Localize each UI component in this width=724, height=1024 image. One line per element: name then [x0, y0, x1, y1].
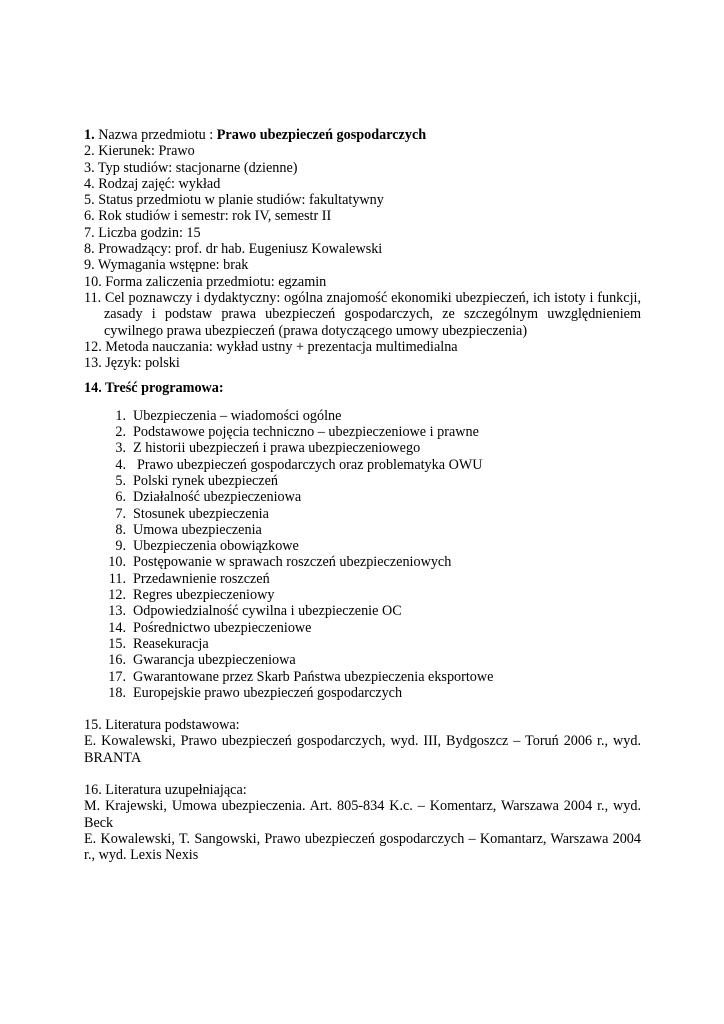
list-item: 15. Reasekuracja [108, 635, 209, 652]
assessment-form: 10. Forma zaliczenia przedmiotu: egzamin [84, 273, 327, 290]
syllabus-heading: 14. Treść programowa: [84, 380, 224, 397]
field-of-study: 2. Kierunek: Prawo [84, 143, 195, 160]
list-item: 2. Podstawowe pojęcia techniczno – ubezpieczeniowe i prawne [115, 424, 479, 441]
list-item: 9. Ubezpieczenia obowiązkowe [115, 538, 299, 555]
literature-entry: E. Kowalewski, Prawo ubezpieczeń gospodarczych, wyd. III, Bydgoszcz – Toruń 2006 r., wyd. BRANTA [84, 733, 641, 766]
course-description [84, 127, 641, 863]
list-item: 17. Gwarantowane przez Skarb Państwa ubezpieczenia eksportowe [108, 668, 494, 685]
list-item: 14. Pośrednictwo ubezpieczeniowe [108, 619, 312, 636]
list-item: 12. Regres ubezpieczeniowy [108, 587, 275, 604]
syllabus-list [84, 408, 641, 701]
list-item: 8. Umowa ubezpieczenia [115, 521, 262, 538]
course-objectives: 11. Cel poznawczy i dydaktyczny: ogólna znajomość ekonomiki ubezpieczeń, ich istoty i funkcji, zasady i podstaw prawa ubezpieczeń gospodarczych, ze szczególnym uwzględnieniem cywilnego prawa ubezpieczeń (prawa dotyczącego umowy ubezpieczenia) [84, 289, 641, 339]
study-type: 3. Typ studiów: stacjonarne (dzienne) [84, 159, 298, 176]
class-type: 4. Rodzaj zajęć: wykład [84, 175, 221, 192]
course-status: 5. Status przedmiotu w planie studiów: fakultatywny [84, 192, 384, 209]
year-semester: 6. Rok studiów i semestr: rok IV, semestr II [84, 208, 332, 225]
basic-literature [84, 717, 641, 766]
list-item: 5. Polski rynek ubezpieczeń [115, 472, 278, 489]
list-item: 4. Prawo ubezpieczeń gospodarczych oraz problematyka OWU [115, 456, 483, 473]
course-name-line: 1. Nazwa przedmiotu : Prawo ubezpieczeń gospodarczych [84, 127, 427, 143]
supplementary-literature-heading: 16. Literatura uzupełniająca: [84, 781, 247, 798]
hours-count: 7. Liczba godzin: 15 [84, 224, 201, 241]
list-item: 18. Europejskie prawo ubezpieczeń gospodarczych [108, 684, 403, 701]
lecturer: 8. Prowadzący: prof. dr hab. Eugeniusz Kowalewski [84, 241, 383, 258]
list-item: 10. Postępowanie w sprawach roszczeń ubezpieczeniowych [108, 554, 452, 571]
list-item: 3. Z historii ubezpieczeń i prawa ubezpieczeniowego [115, 440, 421, 457]
literature-entry: E. Kowalewski, T. Sangowski, Prawo ubezpieczeń gospodarczych – Komantarz, Warszawa 2004 r., wyd. Lexis Nexis [84, 830, 641, 864]
basic-literature-heading: 15. Literatura podstawowa: [84, 717, 240, 734]
course-name: Prawo ubezpieczeń gospodarczych [216, 127, 427, 143]
list-item: 16. Gwarancja ubezpieczeniowa [108, 652, 296, 669]
literature-entry: M. Krajewski, Umowa ubezpieczenia. Art. 805-834 K.c. – Komentarz, Warszawa 2004 r., wyd. Beck [84, 798, 641, 831]
list-item: 1. Ubezpieczenia – wiadomości ogólne [115, 407, 342, 424]
prerequisites: 9. Wymagania wstępne: brak [84, 257, 249, 274]
list-item: 13. Odpowiedzialność cywilna i ubezpieczenie OC [108, 603, 402, 620]
list-item: 6. Działalność ubezpieczeniowa [115, 489, 302, 506]
teaching-method: 12. Metoda nauczania: wykład ustny + prezentacja multimedialna [84, 338, 458, 355]
supplementary-literature [84, 782, 641, 863]
list-item: 11. Przedawnienie roszczeń [108, 570, 270, 587]
list-item: 7. Stosunek ubezpieczenia [115, 505, 269, 522]
language: 13. Język: polski [84, 355, 180, 372]
